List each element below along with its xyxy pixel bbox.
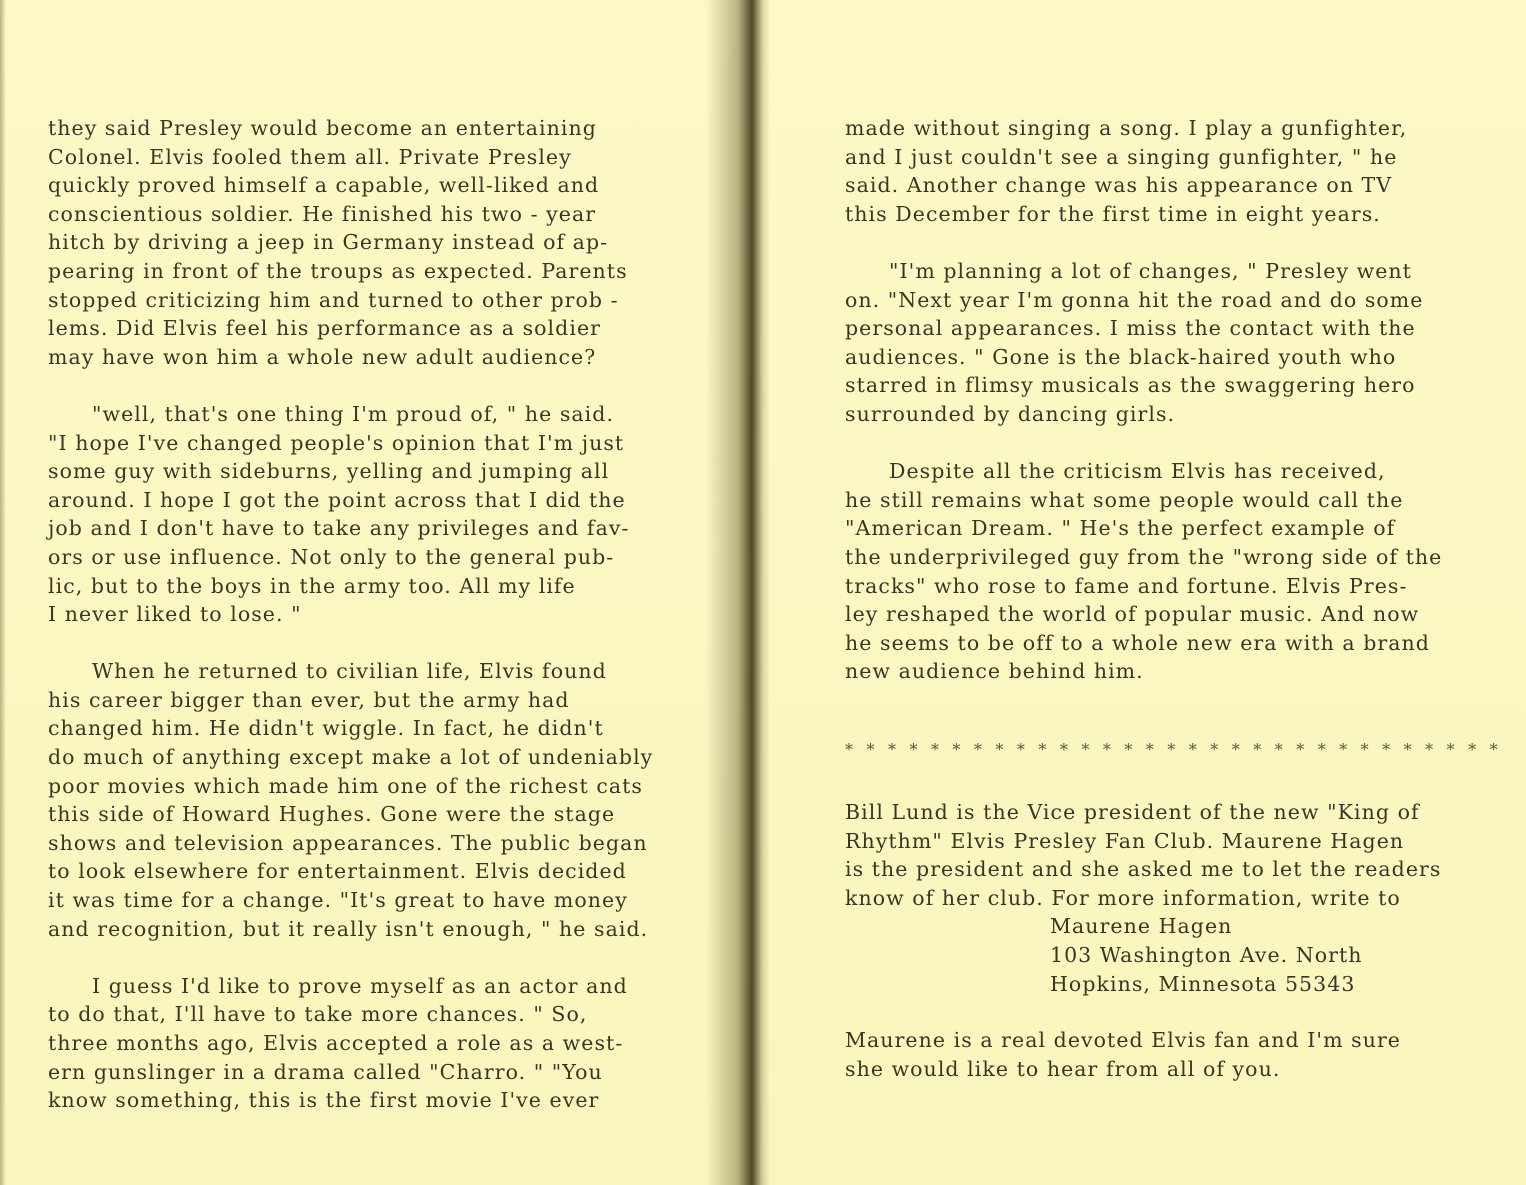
text-line: lic, but to the boys in the army too. All my life (48, 573, 576, 598)
text-line: lems. Did Elvis feel his performance as a soldier (48, 316, 601, 341)
text-line: on. "Next year I'm gonna hit the road and do some (845, 287, 1424, 312)
text-line: three months ago, Elvis accepted a role as a west- (48, 1031, 624, 1055)
paragraph (48, 972, 738, 1115)
paragraph (845, 257, 1505, 429)
text-line: Bill Lund is the Vice president of the new "King of (845, 800, 1420, 824)
text-line: conscientious soldier. He finished his two - year (48, 201, 597, 226)
text-line: Maurene is a real devoted Elvis fan and I'm sure (845, 1028, 1401, 1052)
closing-note (845, 1026, 1505, 1083)
page-edge (0, 0, 6, 1185)
text-line: "I hope I've changed people's opinion that I'm just (48, 430, 625, 455)
text-line: ley reshaped the world of popular music. And now (845, 602, 1420, 627)
text-line: this side of Howard Hughes. Gone were the stage (48, 802, 616, 827)
address-block (845, 912, 1505, 998)
asterisk-separator: * * * * * * * * * * * * * * * * * * * * * * * * * * * * * * * (845, 740, 1502, 759)
left-page-text (48, 114, 738, 1143)
text-line: his career bigger than ever, but the army had (48, 687, 570, 712)
text-line: this December for the first time in eight years. (845, 201, 1381, 226)
text-line: personal appearances. I miss the contact with the (845, 316, 1416, 341)
text-line: he seems to be off to a whole new era with a brand (845, 630, 1430, 655)
fan-club-note (845, 798, 1505, 998)
text-line: 103 Washington Ave. North (1050, 942, 1363, 967)
text-line: When he returned to civilian life, Elvis found (92, 659, 607, 684)
text-line: "well, that's one thing I'm proud of, " he said. (92, 401, 615, 426)
text-line: pearing in front of the troups as expected. Parents (48, 258, 628, 283)
text-line: stopped criticizing him and turned to other prob - (48, 287, 619, 312)
text-line: he still remains what some people would call the (845, 487, 1404, 512)
paragraph (48, 657, 738, 943)
text-line: it was time for a change. "It's great to have money (48, 888, 628, 913)
text-line: do much of anything except make a lot of undeniably (48, 745, 654, 770)
text-line: to look elsewhere for entertainment. Elvis decided (48, 859, 627, 884)
text-line: made without singing a song. I play a gunfighter, (845, 116, 1408, 140)
text-line: poor movies which made him one of the richest cats (48, 773, 643, 798)
text-line: I guess I'd like to prove myself as an actor and (92, 973, 628, 998)
text-line: may have won him a whole new adult audience? (48, 344, 597, 369)
text-line: she would like to hear from all of you. (845, 1056, 1281, 1081)
text-line: some guy with sideburns, yelling and jumping all (48, 459, 610, 484)
text-line: to do that, I'll have to take more chances. " So, (48, 1002, 588, 1027)
text-line: the underprivileged guy from the "wrong side of the (845, 544, 1443, 569)
text-line: surrounded by dancing girls. (845, 401, 1176, 426)
text-line: quickly proved himself a capable, well-liked and (48, 173, 600, 198)
text-line: "I'm planning a lot of changes, " Presley went (889, 258, 1412, 283)
text-line: Despite all the criticism Elvis has received, (889, 459, 1386, 484)
text-line: and I just couldn't see a singing gunfighter, " he (845, 144, 1398, 169)
text-line: around. I hope I got the point across that I did the (48, 487, 626, 512)
paragraph (48, 400, 738, 629)
text-line: starred in flimsy musicals as the swaggering hero (845, 373, 1416, 398)
text-line: job and I don't have to take any privileges and fav- (48, 516, 630, 541)
text-line: and recognition, but it really isn't enough, " he said. (48, 916, 649, 941)
text-line: know of her club. For more information, write to (845, 885, 1401, 910)
text-line: Colonel. Elvis fooled them all. Private Presley (48, 144, 572, 169)
text-line: said. Another change was his appearance on TV (845, 173, 1393, 198)
text-line: tracks" who rose to fame and fortune. Elvis Pres- (845, 573, 1408, 598)
paragraph (845, 457, 1505, 686)
text-line: audiences. " Gone is the black-haired youth who (845, 344, 1397, 369)
text-line: hitch by driving a jeep in Germany instead of ap- (48, 230, 609, 255)
text-line: new audience behind him. (845, 659, 1144, 684)
text-line: know something, this is the first movie I've ever (48, 1088, 600, 1113)
text-line: Maurene Hagen (1050, 914, 1233, 939)
paragraph (48, 114, 738, 371)
gutter-shadow (752, 0, 770, 1185)
text-line: changed him. He didn't wiggle. In fact, he didn't (48, 716, 604, 741)
right-page-text (845, 114, 1505, 714)
text-line: Hopkins, Minnesota 55343 (1050, 971, 1356, 996)
text-line: is the president and she asked me to let the readers (845, 857, 1442, 882)
text-line: I never liked to lose. " (48, 602, 302, 627)
text-line: Rhythm" Elvis Presley Fan Club. Maurene Hagen (845, 828, 1405, 853)
text-line: ern gunslinger in a drama called "Charro. " "You (48, 1059, 603, 1084)
text-line: ors or use influence. Not only to the general pub- (48, 544, 615, 569)
text-line: "American Dream. " He's the perfect example of (845, 516, 1396, 541)
paragraph (845, 114, 1505, 228)
text-line: they said Presley would become an entertaining (48, 116, 597, 140)
text-line: shows and television appearances. The public began (48, 830, 648, 855)
